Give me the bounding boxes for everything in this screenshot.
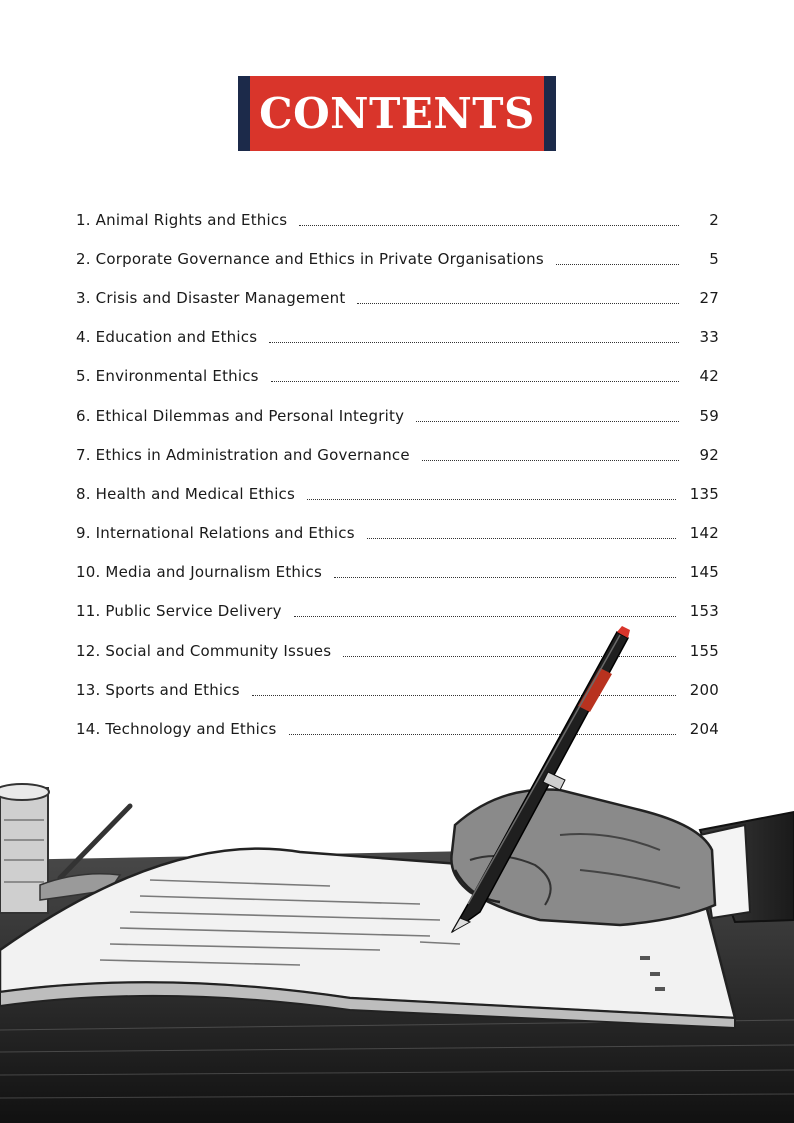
toc-item-page: 200 [689, 680, 719, 699]
toc-item-page: 5 [709, 249, 719, 268]
toc-item[interactable] [76, 396, 719, 435]
page-title: CONTENTS [259, 88, 535, 138]
toc-item-label: 6. Ethical Dilemmas and Personal Integrity [76, 406, 405, 425]
toc-item-label: 13. Sports and Ethics [76, 680, 240, 699]
toc-item-label: 8. Health and Medical Ethics [76, 484, 296, 503]
toc-item-page: 135 [689, 484, 719, 503]
toc-leader-dots [307, 498, 676, 500]
toc-leader-dots [357, 302, 679, 304]
toc-leader-dots [271, 380, 679, 382]
toc-item-page: 42 [699, 367, 719, 386]
toc-item-label: 10. Media and Journalism Ethics [76, 563, 322, 582]
toc-item-page: 2 [709, 210, 719, 229]
toc-item[interactable] [76, 435, 719, 474]
toc-item[interactable] [76, 318, 719, 357]
toc-item-label: 11. Public Service Delivery [76, 602, 282, 621]
toc-item-label: 2. Corporate Governance and Ethics in Private Organisations [76, 249, 544, 268]
toc-item-page: 59 [699, 406, 719, 425]
toc-leader-dots [367, 537, 676, 539]
toc-item-label: 12. Social and Community Issues [76, 641, 332, 660]
toc-item-label: 1. Animal Rights and Ethics [76, 210, 288, 229]
toc-leader-dots [334, 576, 676, 578]
toc-item-page: 142 [689, 524, 719, 543]
toc-item[interactable] [76, 239, 719, 278]
toc-item[interactable] [76, 514, 719, 553]
toc-item-page: 145 [689, 563, 719, 582]
toc-item-label: 9. International Relations and Ethics [76, 524, 355, 543]
toc-item[interactable] [76, 553, 719, 592]
toc-leader-dots [299, 224, 679, 226]
toc-item-page: 204 [689, 720, 719, 739]
toc-item-label: 14. Technology and Ethics [76, 720, 277, 739]
toc-leader-dots [556, 263, 679, 265]
toc-leader-dots [422, 459, 679, 461]
toc-item-page: 33 [699, 328, 719, 347]
toc-item[interactable] [76, 357, 719, 396]
toc-item[interactable] [76, 278, 719, 317]
toc-item-page: 92 [699, 445, 719, 464]
toc-item-page: 153 [689, 602, 719, 621]
toc-item-page: 27 [699, 288, 719, 307]
toc-leader-dots [416, 420, 679, 422]
toc-leader-dots [294, 615, 676, 617]
contents-banner [238, 76, 556, 151]
toc-item[interactable] [76, 474, 719, 513]
toc-item[interactable] [76, 200, 719, 239]
toc-item-label: 7. Ethics in Administration and Governance [76, 445, 410, 464]
toc-item-label: 4. Education and Ethics [76, 328, 258, 347]
toc-item-page: 155 [689, 641, 719, 660]
toc-leader-dots [269, 341, 679, 343]
toc-item-label: 3. Crisis and Disaster Management [76, 288, 346, 307]
toc-item-label: 5. Environmental Ethics [76, 367, 259, 386]
hand-writing-with-pen-icon [0, 620, 794, 1123]
